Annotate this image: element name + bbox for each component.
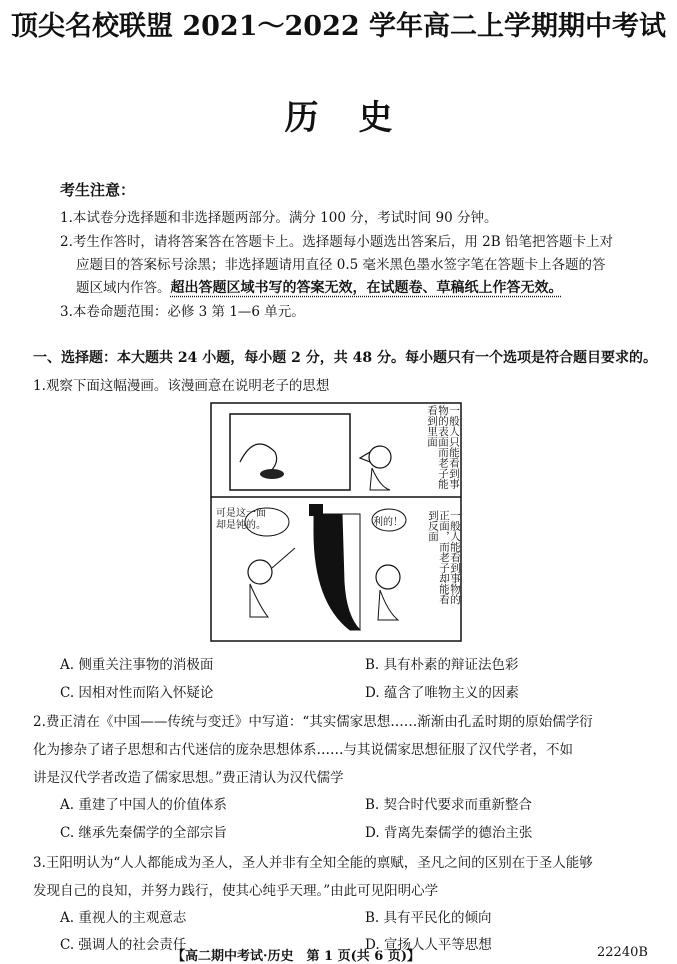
q1-stem: 1.观察下面这幅漫画。该漫画意在说明老子的思想 [33,378,330,394]
cartoon-bubble-text: 利的！ [373,517,403,528]
q1-option-c: C. 因相对性而陷入怀疑论 [60,685,214,701]
q2-option-b: B. 契合时代要求而重新整合 [365,797,533,813]
q2-line-3: 讲是汉代学者改造了儒家思想。”费正清认为汉代儒学 [33,770,344,786]
subject-title: 历史 [284,98,433,138]
cartoon-caption-bottom: 一般人能看到事物的正面，而老子却能看到反面 [427,510,461,605]
q2-line-1: 2.费正清在《中国——传统与变迁》中写道：“其实儒家思想……渐渐由孔孟时期的原始儒学衍 [33,714,593,730]
cartoon-caption-top: 一般人只能看到事物的表面而老子能看到里面 [426,405,460,489]
notice-heading: 考生注意： [60,181,136,199]
q3-option-c: C. 强调人的社会责任 [60,937,187,953]
q2-option-a: A. 重建了中国人的价值体系 [60,797,227,813]
paper-code: 22240B [597,945,648,960]
section-1-heading: 一、选择题：本大题共 24 小题，每小题 2 分，共 48 分。每小题只有一个选项是符合题目要求的。 [33,350,657,366]
notice-item-3: 3.本卷命题范围：必修 3 第 1—6 单元。 [60,304,305,320]
q2-line-2: 化为掺杂了诸子思想和古代迷信的庞杂思想体系……与其说儒家思想征服了汉代学者，不如 [33,742,573,758]
q3-option-b: B. 具有平民化的倾向 [365,910,492,926]
q1-option-d: D. 蕴含了唯物主义的因素 [365,685,519,701]
q3-line-2: 发现自己的良知，并努力践行，使其心纯乎天理。”由此可见阳明心学 [33,883,439,899]
notice-item-2-emphasis: 超出答题区域书写的答案无效，在试题卷、草稿纸上作答无效。 [170,280,563,296]
exam-title: 顶尖名校联盟 2021～2022 学年高二上学期期中考试 [10,11,667,42]
cartoon-caption-left: 可是这一面却是钝的。 [216,508,266,531]
notice-item-2-line-3-plain: 题区域内作答。 [76,280,171,296]
q3-option-a: A. 重视人的主观意志 [60,910,187,926]
page-footer: 【高二期中考试·历史 第 1 页(共 6 页)】 [172,949,421,964]
notice-item-2-line-1: 2.考生作答时，请将答案答在答题卡上。选择题每小题选出答案后，用 2B 铅笔把答题卡上对 [60,234,613,250]
q1-option-a: A. 侧重关注事物的消极面 [60,657,214,673]
q3-option-d: D. 宣扬人人平等思想 [365,937,492,953]
notice-item-2-line-2: 应题目的答案标号涂黑；非选择题请用直径 0.5 毫米黑色墨水签字笔在答题卡上各题的答 [76,257,606,273]
notice-item-1: 1.本试卷分选择题和非选择题两部分。满分 100 分，考试时间 90 分钟。 [60,210,498,226]
q1-option-b: B. 具有朴素的辩证法色彩 [365,657,519,673]
q2-option-c: C. 继承先秦儒学的全部宗旨 [60,825,227,841]
notice-item-2-line-3 [76,276,563,297]
q2-option-d: D. 背离先秦儒学的德治主张 [365,825,533,841]
q3-line-1: 3.王阳明认为“人人都能成为圣人，圣人并非有全知全能的禀赋，圣凡之间的区别在于圣人能够 [33,855,593,871]
